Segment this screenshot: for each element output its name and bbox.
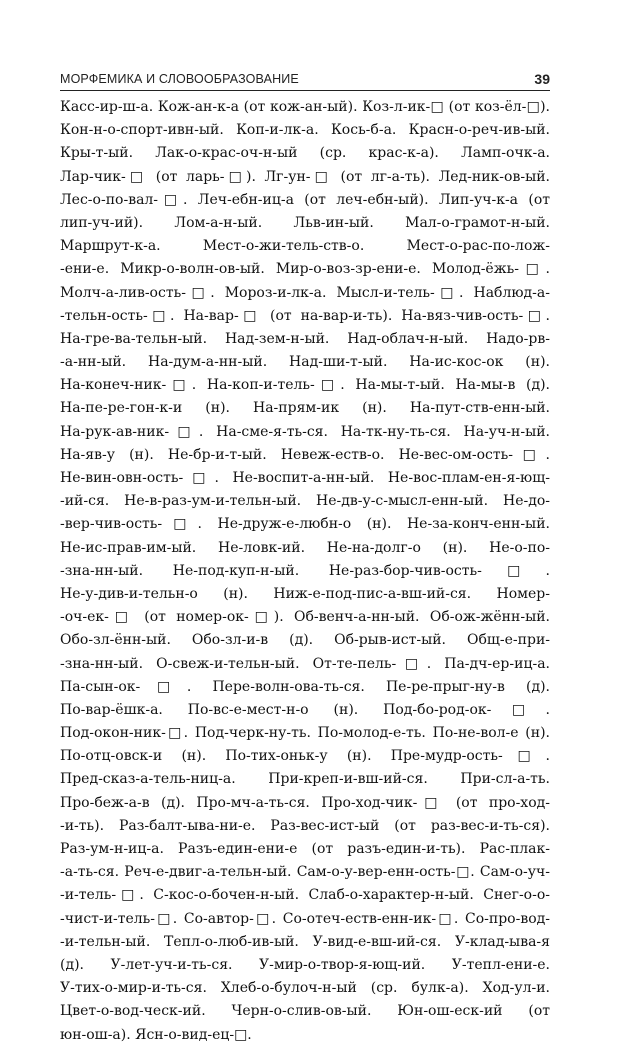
text-line: -чист-и-тель-□. Со-автор-□. Со-отеч-еств-енн-ик-□. Со-про-вод-	[60, 910, 550, 927]
text-line: Цвет-о-вод-ческ-ий. Черн-о-слив-ов-ый. Юн-ош-еск-ий (от	[60, 1003, 550, 1020]
text-line: По-вар-ёшк-а. По-вс-е-мест-н-о (н). Под-бо-род-ок-□.	[60, 701, 550, 718]
text-line: -зна-нн-ый. О-свеж-и-тельн-ый. От-те-пель-□. Па-дч-ер-иц-а.	[60, 655, 550, 672]
section-title: МОРФЕМИКА И СЛОВООБРАЗОВАНИЕ	[60, 72, 299, 86]
running-header	[60, 68, 550, 91]
text-line: Под-окон-ник-□. Под-черк-ну-ть. По-молод-е-ть. По-не-вол-е (н).	[60, 725, 550, 742]
text-line: (д). У-лет-уч-и-ть-ся. У-мир-о-твор-я-ющ-ий. У-тепл-ени-е.	[60, 956, 550, 973]
text-line: лип-уч-ий). Лом-а-н-ый. Льв-ин-ый. Мал-о-грамот-н-ый.	[60, 214, 550, 231]
text-line: Не-вин-овн-ость-□. Не-воспит-а-нн-ый. Не-вос-плам-ен-я-ющ-	[60, 470, 550, 486]
text-line: -зна-нн-ый. Не-под-куп-н-ый. Не-раз-бор-чив-ость-□.	[60, 562, 550, 579]
text-line: Па-сын-ок-□. Пере-волн-ова-ть-ся. Пе-ре-прыг-ну-в (д).	[60, 678, 550, 695]
text-line: -ий-ся. Не-в-раз-ум-и-тельн-ый. Не-дв-у-с-мысл-енн-ый. Не-до-	[60, 493, 550, 510]
text-line: Не-ис-прав-им-ый. Не-ловк-ий. Не-на-долг-о (н). Не-о-по-	[60, 539, 550, 556]
text-line: Лес-о-по-вал-□. Леч-ебн-иц-а (от леч-ебн-ый). Лип-уч-к-а (от	[60, 191, 550, 208]
text-line: -ени-е. Микр-о-волн-ов-ый. Мир-о-воз-зр-ени-е. Молод-ёжь-□.	[60, 261, 550, 278]
text-line: -и-ть). Раз-балт-ыва-ни-е. Раз-вес-ист-ый (от раз-вес-и-ть-ся).	[60, 817, 550, 834]
text-line: -и-тельн-ый. Тепл-о-люб-ив-ый. У-вид-е-вш-ий-ся. У-клад-ыва-я	[60, 933, 550, 950]
dictionary-text-block	[60, 96, 550, 1047]
text-line: У-тих-о-мир-и-ть-ся. Хлеб-о-булоч-н-ый (ср. булк-а). Ход-ул-и.	[60, 980, 550, 997]
text-line: На-пе-ре-гон-к-и (н). На-прям-ик (н). На-пут-ств-енн-ый.	[60, 400, 550, 417]
text-line: Обо-зл-ённ-ый. Обо-зл-и-в (д). Об-рыв-ист-ый. Общ-е-при-	[60, 632, 550, 649]
text-line: По-отц-овск-и (н). По-тих-оньк-у (н). Пре-мудр-ость-□.	[60, 748, 550, 765]
text-line: юн-ош-а). Ясн-о-вид-ец-□.	[60, 1026, 252, 1043]
text-line: -оч-ек-□ (от номер-ок-□). Об-венч-а-нн-ый. Об-ож-жённ-ый.	[60, 609, 550, 626]
text-line: -и-тель-□. С-кос-о-бочен-н-ый. Слаб-о-характер-н-ый. Снег-о-о-	[60, 887, 550, 904]
text-line: Кон-н-о-спорт-ивн-ый. Коп-и-лк-а. Кось-б-а. Красн-о-реч-ив-ый.	[60, 122, 550, 139]
text-line: Про-беж-а-в (д). Про-мч-а-ть-ся. Про-ход-чик-□ (от про-ход-	[60, 794, 550, 811]
text-line: Раз-ум-н-иц-а. Разъ-един-ени-е (от разъ-един-и-ть). Рас-плак-	[60, 841, 550, 857]
text-line: На-конеч-ник-□. На-коп-и-тель-□. На-мы-т-ый. На-мы-в (д).	[60, 377, 550, 394]
text-line: На-гре-ва-тельн-ый. Над-зем-н-ый. Над-облач-н-ый. Надо-рв-	[60, 330, 550, 347]
text-line: -вер-чив-ость-□. Не-друж-е-любн-о (н). Не-за-конч-енн-ый.	[60, 516, 550, 533]
text-line: Молч-а-лив-ость-□. Мороз-и-лк-а. Мысл-и-тель-□. Наблюд-а-	[60, 284, 550, 301]
text-line: Пред-сказ-а-тель-ниц-а. При-креп-и-вш-ий-ся. При-сл-а-ть.	[60, 771, 550, 788]
page-number: 39	[534, 71, 550, 87]
text-line: Касс-ир-ш-а. Кож-ан-к-а (от кож-ан-ый). Коз-л-ик-□ (от коз-ёл-□).	[60, 99, 550, 115]
text-line: На-яв-у (н). Не-бр-и-т-ый. Невеж-еств-о. Не-вес-ом-ость-□.	[60, 446, 550, 463]
text-line: -а-ть-ся. Реч-е-двиг-а-тельн-ый. Сам-о-у-вер-енн-ость-□. Сам-о-уч-	[60, 864, 550, 881]
text-line: Кры-т-ый. Лак-о-крас-оч-н-ый (ср. крас-к-а). Ламп-очк-а.	[60, 145, 550, 162]
text-line: Маршрут-к-а. Мест-о-жи-тель-ств-о. Мест-о-рас-по-лож-	[60, 238, 550, 255]
text-line: Не-у-див-и-тельн-о (н). Ниж-е-под-пис-а-вш-ий-ся. Номер-	[60, 585, 550, 602]
text-line: Лар-чик-□ (от ларь-□). Лг-ун-□ (от лг-а-ть). Лед-ник-ов-ый.	[60, 168, 550, 185]
text-line: -а-нн-ый. На-дум-а-нн-ый. Над-ши-т-ый. На-ис-кос-ок (н).	[60, 354, 550, 371]
text-line: -тельн-ость-□. На-вар-□ (от на-вар-и-ть). На-вяз-чив-ость-□.	[60, 307, 550, 324]
text-line: На-рук-ав-ник-□. На-сме-я-ть-ся. На-тк-ну-ть-ся. На-уч-н-ый.	[60, 423, 550, 440]
